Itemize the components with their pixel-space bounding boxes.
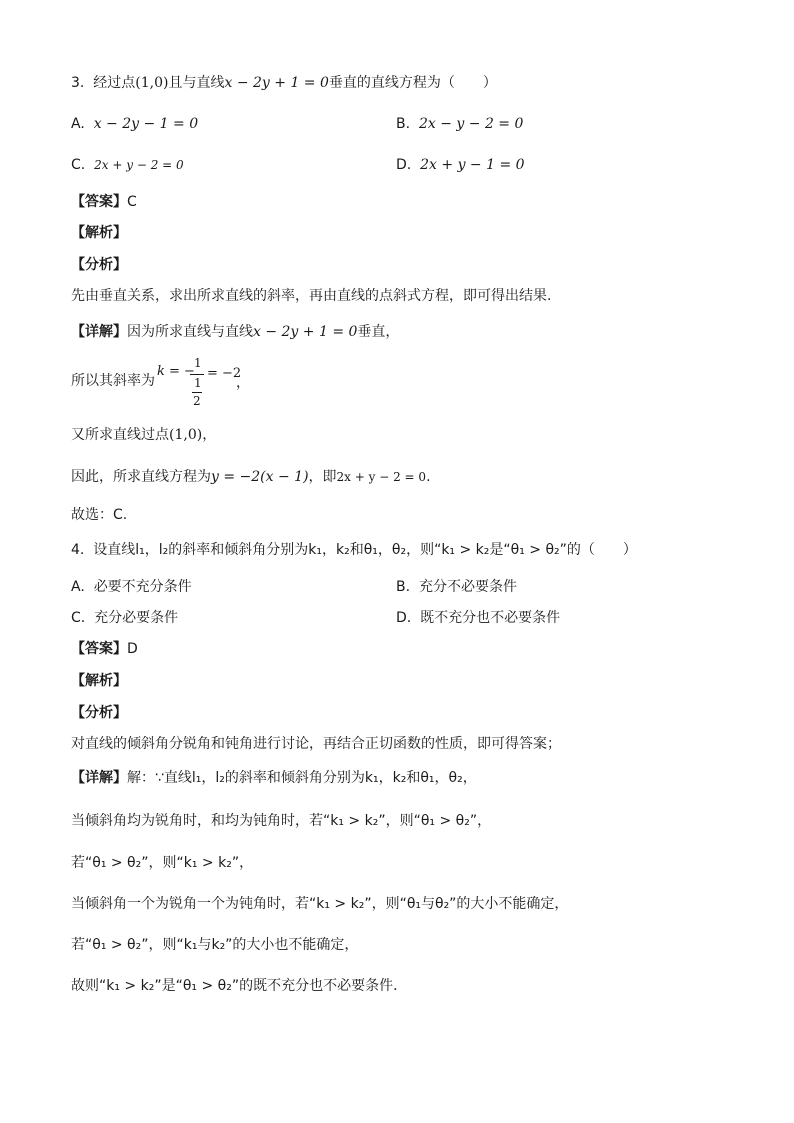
answer-tag: 【答案】 [71,641,127,657]
detail-equation: x − 2y + 1 = 0 [253,324,358,340]
q3-stem [71,73,497,93]
slope-comma: ， [236,375,250,391]
q3-jiexi-tag: 【解析】 [71,225,127,241]
q4-detail-line-4: 当倾斜角一个为锐角一个为钝角时，若“k₁ > k₂”，则“θ₁与θ₂”的大小不能确定， [71,896,569,912]
detail-point: (1,0) [169,427,203,443]
q3-answer [71,192,137,212]
q3-stem-part2: 且与直线 [168,75,225,91]
q4-option-d [396,608,560,628]
option-label: D. [396,610,412,626]
option-label: A. [71,116,85,132]
q4-answer [71,639,138,659]
q4-stem [71,540,637,560]
q4-fenxi-text: 对直线的倾斜角分锐角和钝角进行讨论，再结合正切函数的性质，即可得答案； [71,736,561,752]
option-label: C. [71,157,86,173]
option-label: C. [71,610,86,626]
detail-equation: y = −2(x − 1) [211,469,309,485]
option-label: B. [396,579,411,595]
detail-text: 因为所求直线与直线 [127,324,253,340]
option-label: D. [396,157,412,173]
option-text: 充分必要条件 [94,610,179,626]
detail-text: ， [202,427,217,443]
q3-detail-line-1 [71,322,399,342]
option-text: 2x + y − 2 = 0 [94,158,184,172]
q4-fenxi-tag: 【分析】 [71,705,127,721]
option-label: B. [396,116,411,132]
q4-detail-line-1 [71,768,477,788]
option-text: 必要不充分条件 [93,579,192,595]
inner-fraction-denominator: 2 [193,394,201,408]
q4-stem-text: 设直线l₁，l₂的斜率和倾斜角分别为k₁，k₂和θ₁，θ₂，则“k₁ > k₂是“θ₁ > θ₂”的（ ） [93,542,637,558]
detail-tag: 【详解】 [71,770,127,786]
option-text: 充分不必要条件 [418,579,517,595]
q3-detail-line-5: 故选：C. [71,507,128,523]
slope-k-label [157,364,195,379]
q4-option-a [71,577,192,597]
q3-number: 3. [71,75,85,91]
option-text: 2x + y − 1 = 0 [420,157,525,173]
detail-text: 垂直， [357,324,400,340]
q3-option-a [71,114,198,134]
q3-stem-part3: 垂直的直线方程为（ ） [328,75,497,91]
q4-detail-line-3: 若“θ₁ > θ₂”，则“k₁ > k₂”， [71,855,254,871]
option-text: x − 2y − 1 = 0 [93,116,199,132]
q3-stem-part1: 经过点 [93,75,136,91]
q4-detail-line-5: 若“θ₁ > θ₂”，则“k₁与k₂”的大小也不能确定， [71,937,359,953]
q3-detail-line-4 [71,467,431,487]
option-label: A. [71,579,85,595]
q3-fenxi-tag: 【分析】 [71,257,127,273]
q3-line-equation: x − 2y + 1 = 0 [224,75,329,91]
detail-text: 解：∵直线l₁，l₂的斜率和倾斜角分别为k₁，k₂和θ₁，θ₂， [127,770,477,786]
fraction-bar [190,374,204,375]
slope-k: k = − [157,364,195,379]
detail-text: 又所求直线过点 [71,427,169,443]
q4-jiexi-tag: 【解析】 [71,673,127,689]
detail-text: ，即 [308,469,337,485]
detail-text: 所以其斜率为 [71,373,155,389]
q3-option-c [71,155,184,175]
detail-tag: 【详解】 [71,324,127,340]
inner-fraction-numerator: 1 [194,376,202,390]
q4-detail-line-6: 故则“k₁ > k₂”是“θ₁ > θ₂”的既不充分也不必要条件． [71,978,408,994]
q3-option-b [396,114,523,134]
inner-fraction-bar [192,392,202,393]
option-text: 既不充分也不必要条件 [420,610,561,626]
answer-value: C [127,194,137,210]
answer-tag: 【答案】 [71,194,127,210]
q3-detail-line-3 [71,425,216,445]
detail-text: 因此，所求直线方程为 [71,469,211,485]
q4-number: 4. [71,542,85,558]
q3-fenxi-text: 先由垂直关系，求出所求直线的斜率，再由直线的点斜式方程，即可得出结果. [71,288,552,304]
q3-point: (1,0) [135,75,169,91]
answer-value: D [127,641,138,657]
q4-option-c [71,608,178,628]
fraction-numerator: 1 [194,356,202,370]
detail-equation: 2x + y − 2 = 0 [336,470,427,484]
q4-detail-line-2: 当倾斜角均为锐角时，和均为钝角时，若“k₁ > k₂”，则“θ₁ > θ₂”， [71,813,492,829]
option-text: 2x − y − 2 = 0 [418,116,524,132]
detail-text: . [426,469,431,485]
q3-option-d [396,155,525,175]
q4-option-b [396,577,517,597]
slope-result: = −2 [207,366,242,381]
q3-detail-line-2 [71,371,155,391]
